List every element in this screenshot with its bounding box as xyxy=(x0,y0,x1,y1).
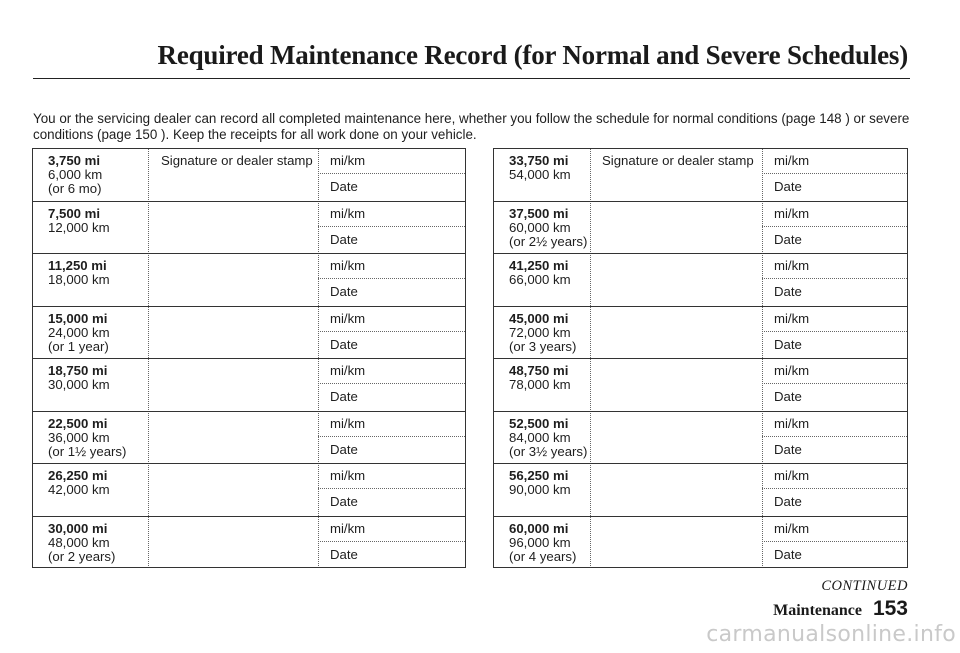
interval-cell xyxy=(48,417,126,459)
interval-time: (or 2½ years) xyxy=(509,233,588,249)
interval-km: 42,000 km xyxy=(48,482,110,497)
record-row xyxy=(33,516,465,569)
interval-km: 36,000 km xyxy=(48,429,110,445)
mikm-field[interactable]: mi/km xyxy=(330,363,366,378)
record-row xyxy=(33,411,465,464)
field-separator xyxy=(318,173,465,174)
page-title: Required Maintenance Record (for Normal and Severe Schedules) xyxy=(157,40,908,70)
field-separator xyxy=(318,226,465,227)
field-separator xyxy=(318,383,465,384)
mikm-field[interactable]: mi/km xyxy=(330,468,366,483)
record-row xyxy=(33,306,465,359)
interval-miles: 11,250 mi xyxy=(48,258,107,273)
interval-miles: 56,250 mi xyxy=(509,468,569,483)
field-separator xyxy=(762,383,907,384)
record-row xyxy=(494,148,907,201)
date-field[interactable]: Date xyxy=(330,284,358,299)
interval-cell xyxy=(509,207,587,249)
date-field[interactable]: Date xyxy=(330,441,358,457)
date-field[interactable]: Date xyxy=(330,179,358,194)
interval-miles: 30,000 mi xyxy=(48,520,108,536)
intro-paragraph: You or the servicing dealer can record all completed maintenance here, whether you follow the schedule for normal conditions (page 148 ) or severe conditions (page 150 ). Keep the receipts for all work done on your vehicle. xyxy=(33,111,910,142)
record-row xyxy=(33,463,465,516)
date-field[interactable]: Date xyxy=(774,389,802,404)
record-row xyxy=(494,201,907,254)
interval-cell xyxy=(48,207,110,235)
field-separator xyxy=(762,173,907,174)
interval-cell xyxy=(509,469,571,497)
interval-miles: 18,750 mi xyxy=(48,363,108,378)
interval-miles: 7,500 mi xyxy=(48,205,101,221)
mikm-field[interactable]: mi/km xyxy=(774,310,810,326)
interval-cell xyxy=(509,154,571,182)
interval-time: (or 1½ years) xyxy=(48,443,127,459)
record-row xyxy=(33,201,465,254)
interval-cell xyxy=(509,417,587,459)
field-separator xyxy=(318,488,465,489)
interval-km: 24,000 km xyxy=(48,324,110,340)
maintenance-table-left xyxy=(32,148,466,568)
record-row xyxy=(494,306,907,359)
record-row xyxy=(33,358,465,411)
interval-miles: 26,250 mi xyxy=(48,468,108,483)
mikm-field[interactable]: mi/km xyxy=(330,153,366,168)
page-number: 153 xyxy=(872,597,908,620)
interval-km: 90,000 km xyxy=(509,482,571,497)
date-field[interactable]: Date xyxy=(774,441,802,457)
signature-header: Signature or dealer stamp xyxy=(161,153,313,168)
interval-km: 18,000 km xyxy=(48,272,110,287)
interval-miles: 37,500 mi xyxy=(509,205,569,221)
interval-cell xyxy=(509,364,571,392)
interval-cell xyxy=(48,154,102,196)
record-row xyxy=(494,516,907,569)
interval-time: (or 3½ years) xyxy=(509,443,588,459)
interval-miles: 45,000 mi xyxy=(509,310,569,326)
record-row xyxy=(33,253,465,306)
mikm-field[interactable]: mi/km xyxy=(774,153,810,168)
mikm-field[interactable]: mi/km xyxy=(774,468,810,483)
interval-cell xyxy=(48,469,110,497)
mikm-field[interactable]: mi/km xyxy=(774,205,810,221)
field-separator xyxy=(762,436,907,437)
interval-km: 30,000 km xyxy=(48,377,110,392)
interval-cell xyxy=(48,522,115,564)
interval-km: 96,000 km xyxy=(509,534,571,550)
mikm-field[interactable]: mi/km xyxy=(330,205,366,221)
interval-time: (or 6 mo) xyxy=(48,181,102,196)
record-row xyxy=(494,253,907,306)
title-rule xyxy=(33,78,910,79)
field-separator xyxy=(762,278,907,279)
mikm-field[interactable]: mi/km xyxy=(774,258,810,273)
interval-miles: 48,750 mi xyxy=(509,363,569,378)
field-separator xyxy=(318,331,465,332)
interval-cell xyxy=(48,364,110,392)
mikm-field[interactable]: mi/km xyxy=(774,415,810,431)
mikm-field[interactable]: mi/km xyxy=(774,520,810,536)
interval-time: (or 4 years) xyxy=(509,548,577,564)
record-row xyxy=(494,358,907,411)
interval-km: 66,000 km xyxy=(509,272,571,287)
mikm-field[interactable]: mi/km xyxy=(330,310,366,326)
field-separator xyxy=(318,436,465,437)
interval-miles: 60,000 mi xyxy=(509,520,569,536)
field-separator xyxy=(762,541,907,542)
interval-miles: 52,500 mi xyxy=(509,415,569,431)
interval-time: (or 1 year) xyxy=(48,338,109,354)
date-field[interactable]: Date xyxy=(330,494,358,509)
interval-cell xyxy=(48,259,110,287)
interval-km: 72,000 km xyxy=(509,324,571,340)
interval-km: 12,000 km xyxy=(48,219,110,235)
field-separator xyxy=(762,226,907,227)
interval-miles: 22,500 mi xyxy=(48,415,108,431)
date-field[interactable]: Date xyxy=(774,231,802,247)
signature-header: Signature or dealer stamp xyxy=(602,153,754,168)
interval-km: 78,000 km xyxy=(509,377,571,392)
interval-miles: 33,750 mi xyxy=(509,153,569,168)
interval-cell xyxy=(509,259,571,287)
date-field[interactable]: Date xyxy=(774,284,802,299)
interval-miles: 41,250 mi xyxy=(509,258,569,273)
date-field[interactable]: Date xyxy=(774,179,802,194)
interval-km: 54,000 km xyxy=(509,167,571,182)
date-field[interactable]: Date xyxy=(774,494,802,509)
mikm-field[interactable]: mi/km xyxy=(774,363,810,378)
interval-km: 6,000 km xyxy=(48,167,103,182)
interval-cell xyxy=(48,312,110,354)
date-field[interactable]: Date xyxy=(330,231,358,247)
continued-label: CONTINUED xyxy=(821,578,908,594)
interval-km: 84,000 km xyxy=(509,429,571,445)
record-row xyxy=(494,411,907,464)
mikm-field[interactable]: mi/km xyxy=(330,415,366,431)
field-separator xyxy=(318,278,465,279)
mikm-field[interactable]: mi/km xyxy=(330,520,366,536)
date-field[interactable]: Date xyxy=(330,546,358,562)
date-field[interactable]: Date xyxy=(774,336,802,352)
record-row xyxy=(494,463,907,516)
date-field[interactable]: Date xyxy=(330,336,358,352)
date-field[interactable]: Date xyxy=(330,389,358,404)
interval-cell xyxy=(509,522,576,564)
interval-time: (or 3 years) xyxy=(509,338,577,354)
interval-miles: 15,000 mi xyxy=(48,310,108,326)
interval-cell xyxy=(509,312,576,354)
section-label: Maintenance xyxy=(773,602,862,619)
mikm-field[interactable]: mi/km xyxy=(330,258,366,273)
interval-km: 48,000 km xyxy=(48,534,110,550)
field-separator xyxy=(318,541,465,542)
interval-miles: 3,750 mi xyxy=(48,153,101,168)
field-separator xyxy=(762,488,907,489)
date-field[interactable]: Date xyxy=(774,546,802,562)
watermark: carmanualsonline.info xyxy=(706,622,956,647)
interval-km: 60,000 km xyxy=(509,219,571,235)
field-separator xyxy=(762,331,907,332)
maintenance-table-right xyxy=(493,148,908,568)
record-row xyxy=(33,148,465,201)
interval-time: (or 2 years) xyxy=(48,548,116,564)
